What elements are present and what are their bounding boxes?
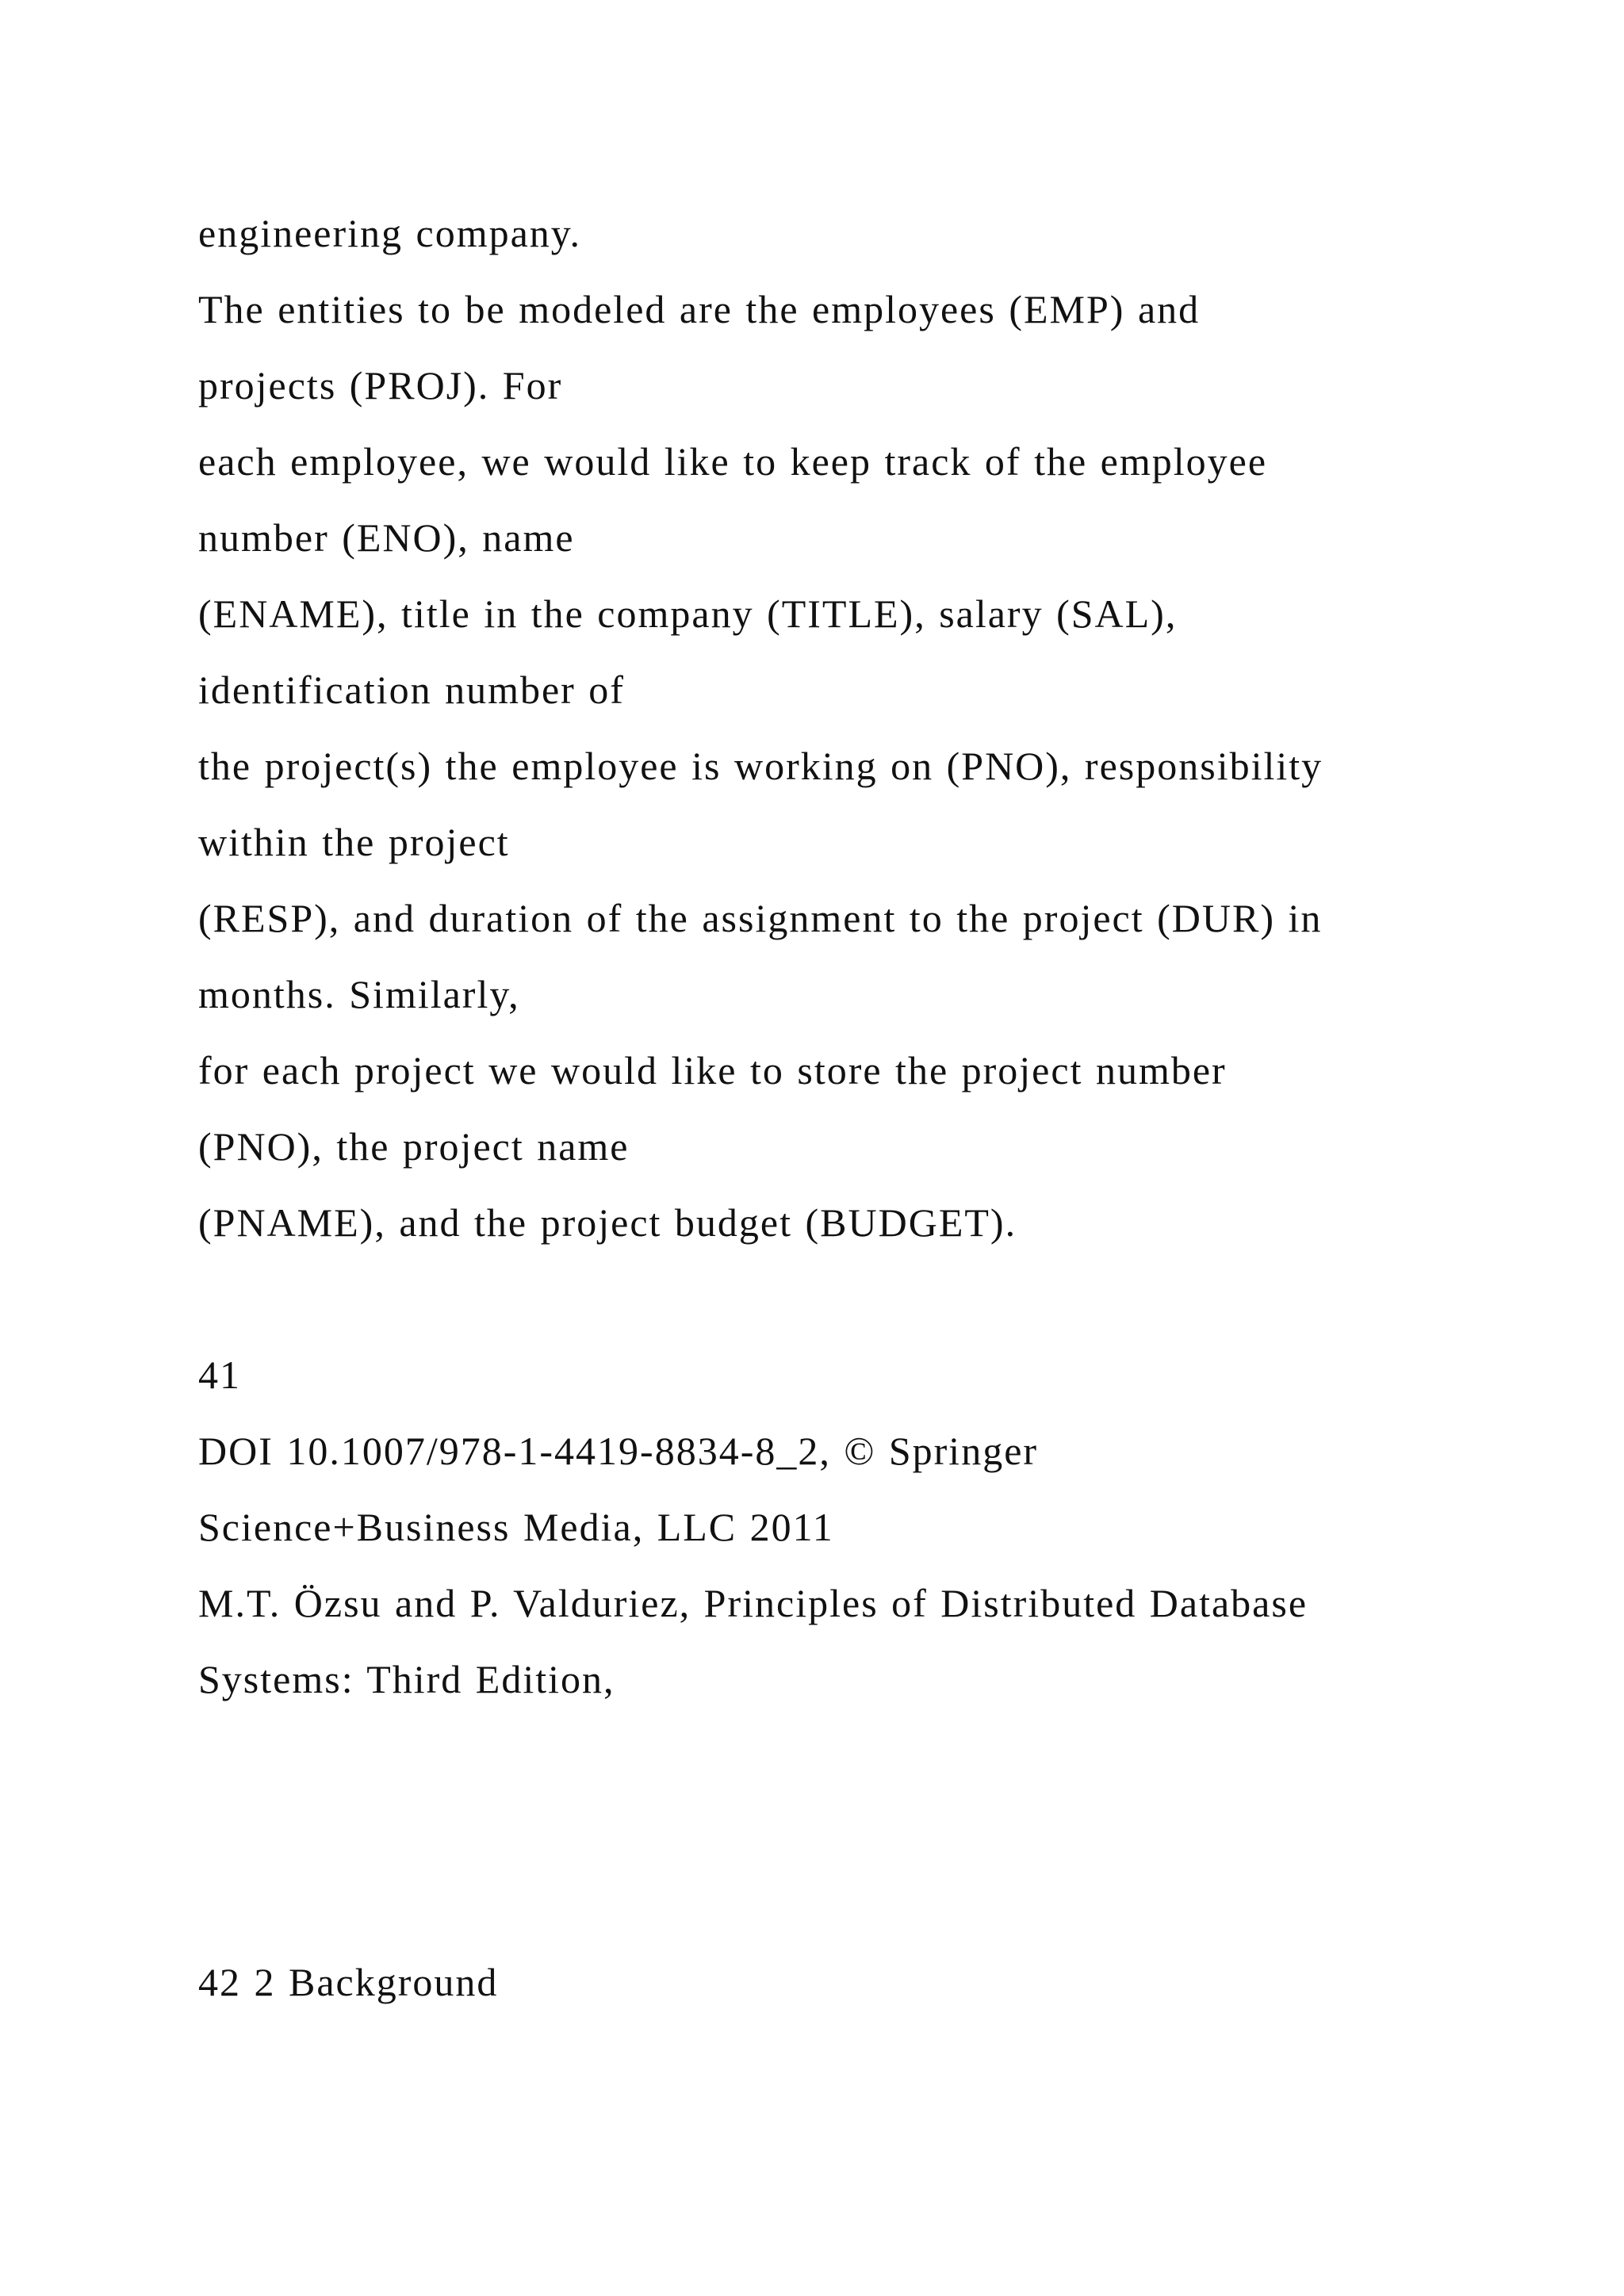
running-header: 42 2 Background bbox=[198, 1960, 499, 2004]
body-line-4: each employee, we would like to keep track of the employee bbox=[198, 439, 1268, 484]
body-line-9: within the project bbox=[198, 820, 510, 864]
body-line-1: engineering company. bbox=[198, 211, 582, 255]
citation-line-2: Science+Business Media, LLC 2011 bbox=[198, 1505, 834, 1549]
citation-line-1: DOI 10.1007/978-1-4419-8834-8_2, © Springer bbox=[198, 1429, 1039, 1473]
body-line-8: the project(s) the employee is working on (PNO), responsibility bbox=[198, 744, 1323, 788]
citation-line-3: M.T. Özsu and P. Valduriez, Principles of Distributed Database bbox=[198, 1581, 1308, 1625]
body-line-14: (PNAME), and the project budget (BUDGET). bbox=[198, 1200, 1017, 1245]
page-number: 41 bbox=[198, 1353, 241, 1397]
main-text-block bbox=[198, 195, 1546, 1717]
body-line-11: months. Similarly, bbox=[198, 972, 520, 1016]
body-line-5: number (ENO), name bbox=[198, 515, 575, 560]
body-line-3: projects (PROJ). For bbox=[198, 363, 563, 408]
running-header-block bbox=[198, 1944, 1546, 2020]
body-line-10: (RESP), and duration of the assignment to the project (DUR) in bbox=[198, 896, 1323, 940]
body-line-13: (PNO), the project name bbox=[198, 1124, 630, 1169]
body-line-6: (ENAME), title in the company (TITLE), salary (SAL), bbox=[198, 591, 1178, 636]
paragraph-gap bbox=[198, 1261, 1546, 1337]
citation-line-4: Systems: Third Edition, bbox=[198, 1657, 615, 1701]
body-line-2: The entities to be modeled are the employees (EMP) and bbox=[198, 287, 1201, 331]
body-line-12: for each project we would like to store the project number bbox=[198, 1048, 1227, 1093]
body-line-7: identification number of bbox=[198, 668, 625, 712]
